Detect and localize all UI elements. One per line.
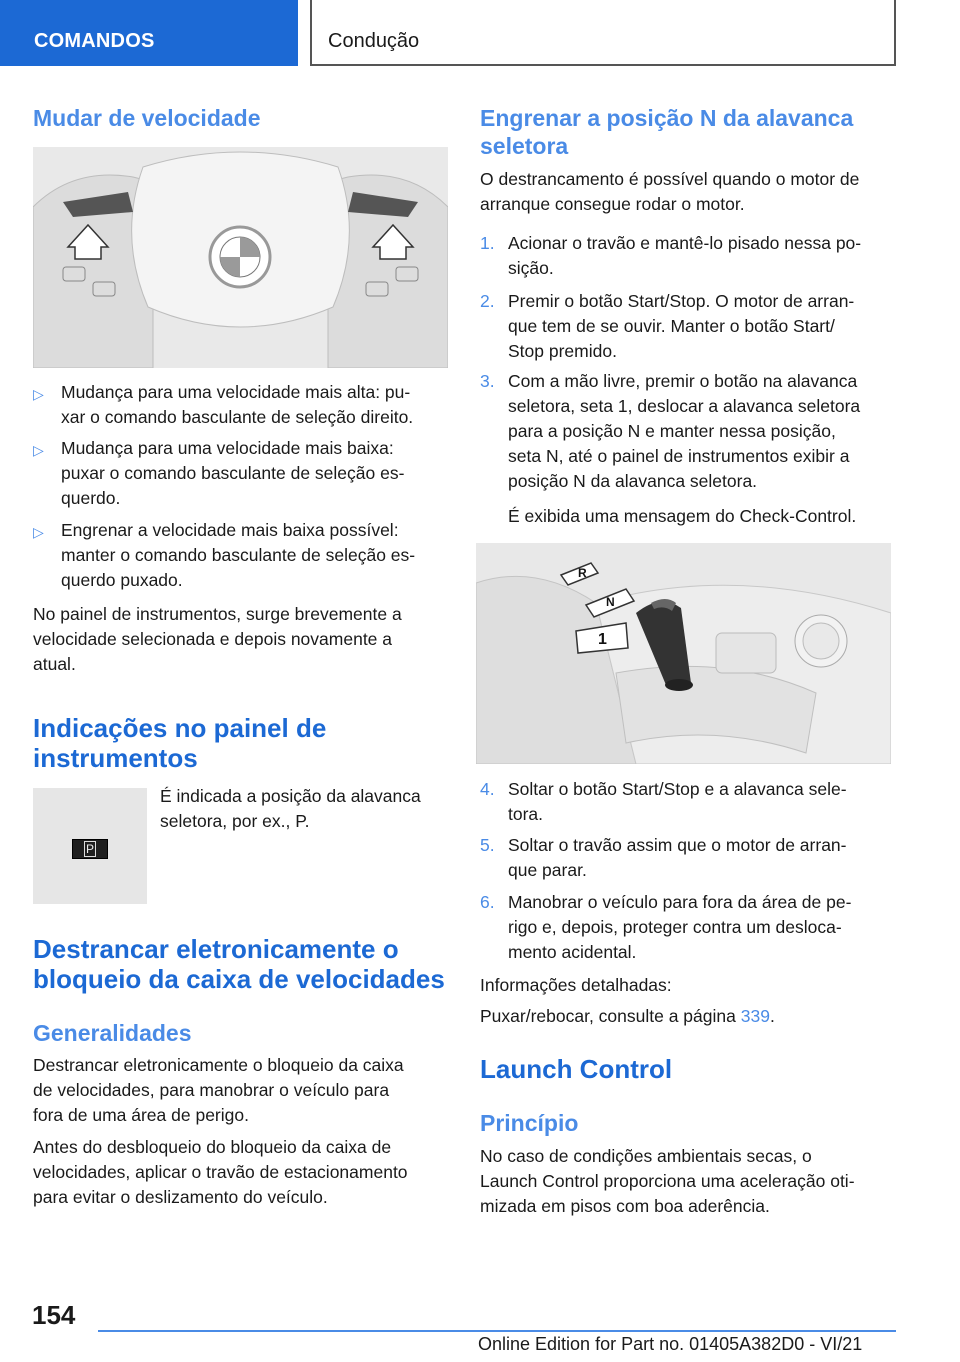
step-item: 5. Soltar o travão assim que o motor de arran- que parar. (480, 835, 847, 880)
step-item: 2. Premir o botão Start/Stop. O motor de arran- que tem de se ouvir. Manter o botão Start/ Stop premido. (480, 291, 855, 361)
paragraph-indication: É indicada a posição da alavanca seletora, por ex., P. (160, 786, 421, 831)
arrow-label-1: 1 (598, 631, 607, 648)
heading-indications: Indicações no painel de instrumentos (33, 713, 327, 773)
paragraph-before: Antes do desbloqueio do bloqueio da caixa de velocidades, aplicar o travão de estacionamento para evitar o deslizamento do veículo. (33, 1137, 408, 1207)
paragraph-principle: No caso de condições ambientais secas, o Launch Control proporciona uma aceleração oti- mizada em pisos com boa aderência. (480, 1146, 855, 1216)
steering-wheel-figure (33, 147, 448, 368)
triangle-bullet-icon: ▷ (33, 442, 44, 458)
paragraph-tow: Puxar/rebocar, consulte a página 339. (480, 1006, 775, 1026)
triangle-bullet-icon: ▷ (33, 524, 44, 540)
footer-divider (98, 1330, 896, 1332)
step-item: 1. Acionar o travão e mantê-lo pisado nessa po- sição. (480, 233, 862, 278)
park-indicator-figure (33, 788, 147, 904)
heading-general: Generalidades (33, 1020, 192, 1046)
list-item: ▷ Mudança para uma velocidade mais baixa: puxar o comando basculante de seleção es- querdo. (33, 438, 405, 508)
gear-selector-illustration (476, 543, 891, 764)
section-title: COMANDOS (34, 30, 155, 52)
steering-wheel-illustration (33, 147, 448, 368)
chapter-tab (310, 0, 896, 66)
heading-neutral: Engrenar a posição N da alavanca seletora (480, 105, 854, 159)
paragraph-info: Informações detalhadas: (480, 975, 672, 995)
list-item: ▷ Engrenar a velocidade mais baixa possível: manter o comando basculante de seleção es- querdo puxado. (33, 520, 416, 590)
triangle-bullet-icon: ▷ (33, 386, 44, 402)
gear-selector-figure (476, 543, 891, 764)
heading-unlock: Destrancar eletronicamente o bloqueio da caixa de velocidades (33, 934, 445, 994)
step-item: 4. Soltar o botão Start/Stop e a alavanca sele- tora. (480, 779, 847, 824)
chapter-title: Condução (328, 30, 420, 52)
edition-note: Online Edition for Part no. 01405A382D0 - VI/21 (478, 1334, 863, 1354)
step-item: 6. Manobrar o veículo para fora da área de pe- rigo e, depois, proteger contra um desloca- mento acidental. (480, 892, 852, 962)
heading-shift: Mudar de velocidade (33, 105, 261, 131)
paragraph-display: No painel de instrumentos, surge brevemente a velocidade selecionada e depois novamente a atual. (33, 604, 402, 674)
paragraph-general: Destrancar eletronicamente o bloqueio da caixa de velocidades, para manobrar o veículo para fora de uma área de perigo. (33, 1055, 404, 1125)
heading-principle: Princípio (480, 1110, 579, 1136)
paragraph-neutral: O destrancamento é possível quando o motor de arranque consegue rodar o motor. (480, 169, 860, 214)
page-number: 154 (32, 1300, 76, 1330)
page-link[interactable]: 339 (740, 1006, 770, 1026)
arrow-label-r: R (578, 566, 587, 580)
step3-note: É exibida uma mensagem do Check-Control. (508, 506, 857, 526)
park-symbol: P (85, 842, 94, 856)
arrow-label-n: N (606, 595, 615, 609)
section-tab (0, 0, 298, 66)
list-item: ▷ Mudança para uma velocidade mais alta: pu- xar o comando basculante de seleção direito. (33, 382, 414, 427)
step-item: 3. Com a mão livre, premir o botão na alavanca seletora, seta 1, deslocar a alavanca seletora para a posição N e manter nessa posição, seta N, até o painel de instrumentos exibir a posição N da alavanca seletora. (480, 371, 861, 491)
heading-launch: Launch Control (480, 1054, 673, 1084)
park-indicator-box (72, 839, 108, 859)
